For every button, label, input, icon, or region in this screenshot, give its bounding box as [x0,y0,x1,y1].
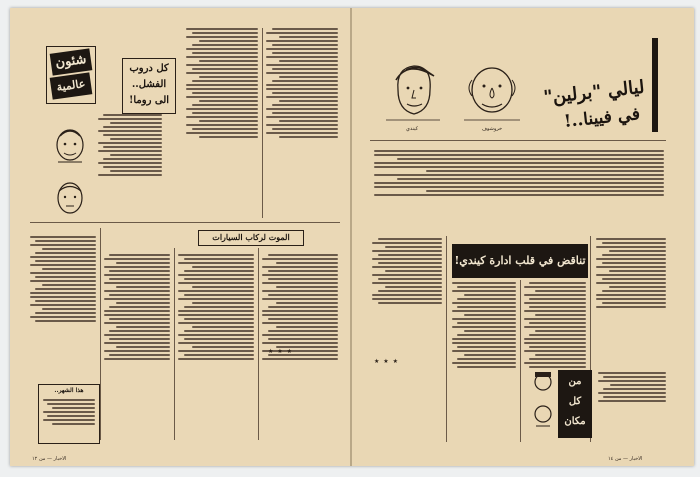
right-col-2 [452,280,516,440]
corner-logo-line2: كل [568,396,582,407]
left-page [10,8,350,466]
right-page-stars: ★ ★ ★ [374,358,399,365]
left-upper-col-1 [186,26,258,226]
left-lower-col-2 [104,252,170,442]
right-top-rule [370,140,666,141]
cars-headline: الموت لركاب السيارات [212,232,290,242]
from-everywhere-logo [558,370,592,438]
left-upper-divider-1 [262,28,263,218]
caricature-khrushchev [456,60,528,122]
section-logo-bottom: عالمية [50,72,93,99]
section-logo-box [46,46,96,104]
left-lower-col-1 [30,234,96,384]
monthly-subhead: هذا الشهر.. [54,387,84,394]
right-col-4 [596,236,666,366]
portrait-sketch-2 [50,178,90,220]
monthly-box [38,384,100,444]
section-logo-top: شئون [50,48,93,75]
right-page-footer: الاخبار — من ١٤ [608,456,643,462]
corner-logo-line3: مكان [564,416,586,427]
roads-headline-line1: كل دروب [129,63,169,74]
roads-headline-line3: الى روما! [128,95,170,106]
right-col-4-lower [598,370,666,440]
roads-headline-box [122,58,176,114]
right-divider-2 [520,280,521,442]
cars-headline-box [198,230,304,246]
caption-kennedy: كيندي [406,126,418,132]
monthly-text [43,397,95,441]
main-headline-line2: في فيينا..! [563,104,641,132]
headline-accent-bar [652,38,658,132]
left-intro-text [98,112,162,212]
caricature-kennedy [378,60,448,122]
left-lower-col-3 [178,252,254,442]
corner-figures-sketch [528,370,558,436]
right-divider-1 [446,236,447,442]
left-lower-col-4 [262,252,338,442]
corner-logo-line1: من [568,376,582,387]
lead-paragraph [374,148,664,232]
left-upper-col-2 [266,26,338,226]
kennedy-admin-headline: تناقض في قلب ادارة كيندي! [452,244,588,278]
right-col-1 [372,236,442,356]
portrait-sketch-1 [50,126,90,168]
left-page-footer: الاخبار — من ١٢ [32,456,67,462]
left-page-stars: ★ ★ ★ [268,348,293,355]
main-headline-line1: ليالي "برلين" [542,76,646,109]
magazine-spread [10,8,694,466]
left-lower-divider-3 [258,248,259,440]
left-mid-rule [30,222,340,223]
caption-khrushchev: خروشوف [481,126,503,132]
left-lower-divider-1 [100,228,101,440]
left-lower-divider-2 [174,248,175,440]
roads-headline-line2: الفشل.. [131,79,167,90]
right-page [352,8,694,466]
